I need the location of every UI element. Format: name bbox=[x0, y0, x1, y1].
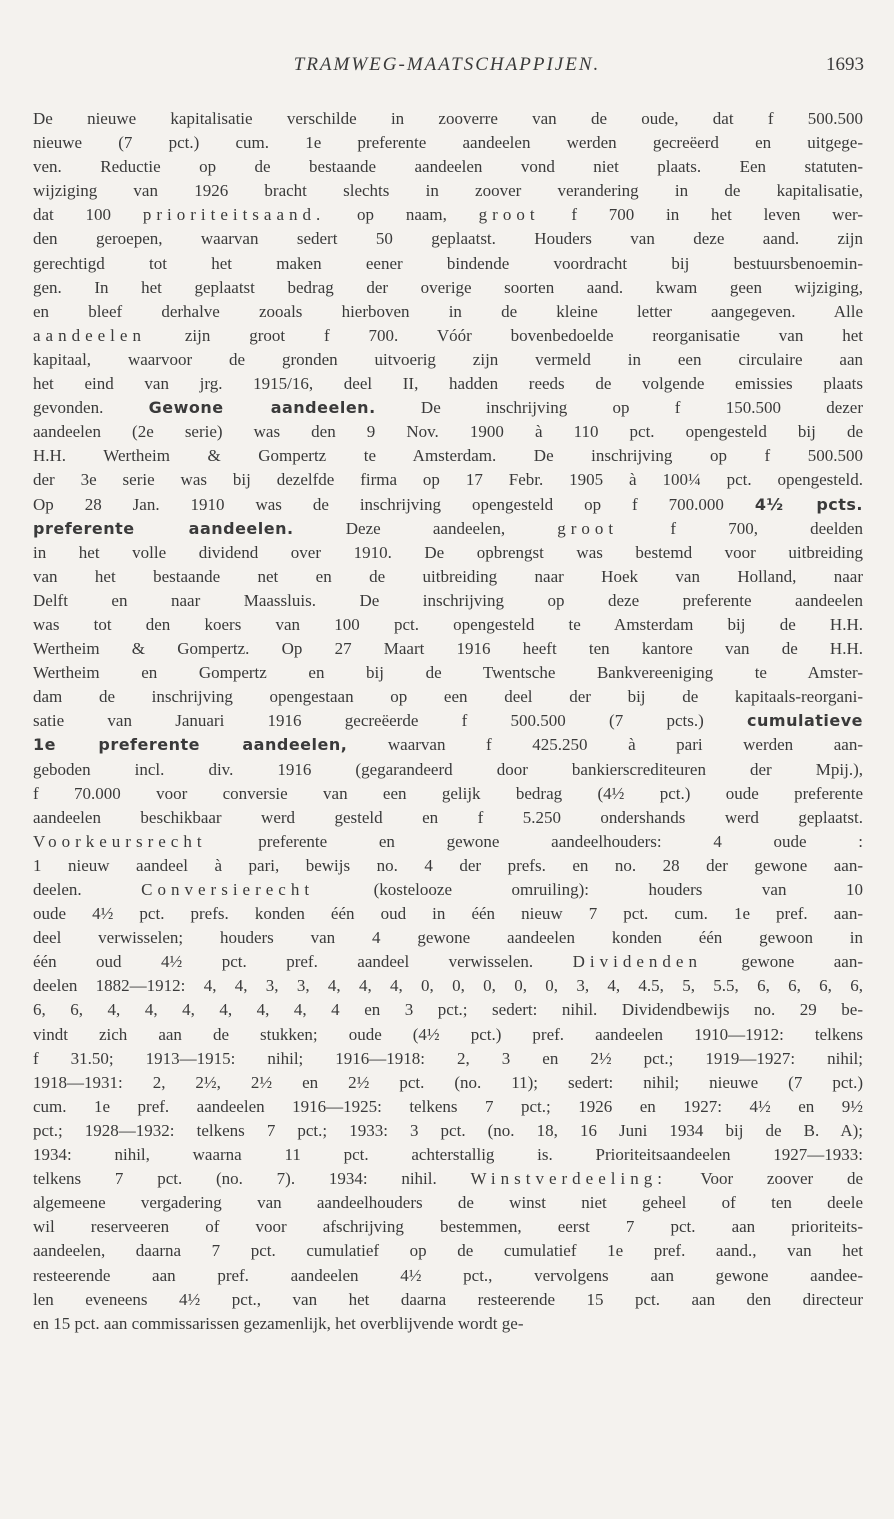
text-line bbox=[33, 1215, 863, 1239]
text-span: Wertheim & Gompertz. Op 27 Maart 1916 heeft ten kantore van de H.H. bbox=[33, 639, 863, 659]
text-span: op naam, bbox=[325, 205, 479, 225]
text-span: deelen. bbox=[33, 880, 142, 899]
text-span: dat 100 bbox=[33, 205, 143, 225]
page-number: 1693 bbox=[826, 54, 864, 75]
text-span: Delft en naar Maassluis. De inschrijving op deze preferente aandeelen bbox=[33, 590, 863, 610]
text-line bbox=[33, 1191, 863, 1215]
spaced-text: Winstverdeeling: bbox=[470, 1169, 667, 1189]
text-line bbox=[33, 420, 863, 444]
text-line bbox=[33, 1023, 863, 1047]
text-span: vindt zich aan de stukken; oude (4½ pct.) pref. aandeelen 1910—1912: telkens bbox=[33, 1024, 863, 1044]
text-span: ven. Reductie op de bestaande aandeelen vond niet plaats. Een statuten- bbox=[33, 157, 863, 177]
text-line bbox=[33, 878, 863, 902]
text-span: deelen 1882—1912: 4, 4, 3, 3, 4, 4, 4, 0, 0, 0, 0, 0, 3, 4, 4.5, 5, 5.5, 6, 6, 6, 6, bbox=[33, 976, 863, 996]
heading-text: cumulatieve bbox=[747, 711, 863, 731]
text-line bbox=[33, 685, 863, 709]
text-span: gen. In het geplaatst bedrag der overige soorten aand. kwam geen wijziging, bbox=[33, 277, 863, 297]
text-span: nieuwe (7 pct.) cum. 1e preferente aandeelen werden gecreëerd en uitgege- bbox=[33, 133, 863, 153]
text-span: der 3e serie was bij dezelfde firma op 17 Febr. 1905 à 100¼ pct. opengesteld. bbox=[33, 470, 863, 490]
text-span: gerechtigd tot het maken eener bindende voordracht bij bestuursbenoemin- bbox=[33, 253, 863, 273]
text-line bbox=[33, 613, 863, 637]
text-line bbox=[33, 806, 863, 830]
text-line bbox=[33, 709, 863, 733]
text-line bbox=[33, 926, 863, 950]
text-line bbox=[33, 637, 863, 661]
text-span: (kostelooze omruiling): houders van 10 bbox=[314, 880, 864, 899]
text-span: 1 nieuw aandeel à pari, bewijs no. 4 der prefs. en no. 28 der gewone aan- bbox=[33, 855, 863, 875]
text-span: 1934: nihil, waarna 11 pct. achterstallig is. Prioriteitsaandeelen 1927—1933: bbox=[33, 1145, 863, 1165]
spaced-text: Dividenden bbox=[572, 952, 702, 972]
text-span: en bleef derhalve zooals hierboven in de kleine letter aangegeven. Alle bbox=[33, 301, 863, 321]
text-span: preferente en gewone aandeelhouders: 4 oude : bbox=[206, 831, 863, 851]
text-span: De inschrijving op f 150.500 dezer bbox=[375, 398, 864, 418]
text-line bbox=[33, 1239, 863, 1263]
text-line bbox=[33, 252, 863, 276]
text-line bbox=[33, 661, 863, 685]
page-header bbox=[0, 54, 894, 84]
running-title: TRAMWEG-MAATSCHAPPIJEN. bbox=[293, 54, 601, 75]
text-line bbox=[33, 830, 863, 854]
text-span: aandeelen (2e serie) was den 9 Nov. 1900 à 110 pct. opengesteld bij de bbox=[33, 422, 863, 442]
text-line bbox=[33, 203, 863, 227]
text-span: Deze aandeelen, bbox=[293, 518, 558, 538]
text-line bbox=[33, 854, 863, 878]
text-line bbox=[33, 1119, 863, 1143]
text-span: resteerende aan pref. aandeelen 4½ pct., vervolgens aan gewone aandee- bbox=[33, 1265, 863, 1285]
text-span: deel verwisselen; houders van 4 gewone aandeelen konden één gewoon in bbox=[33, 928, 863, 948]
text-line bbox=[33, 396, 863, 420]
text-line bbox=[33, 468, 863, 492]
text-line bbox=[33, 565, 863, 589]
text-line bbox=[33, 372, 863, 396]
text-span: pct.; 1928—1932: telkens 7 pct.; 1933: 3 pct. (no. 18, 16 Juni 1934 bij de B. A); bbox=[33, 1120, 863, 1140]
text-line bbox=[33, 493, 863, 517]
text-span: kapitaal, waarvoor de gronden uitvoerig zijn vermeld in een circulaire aan bbox=[33, 349, 863, 369]
text-span: in het volle dividend over 1910. De opbrengst was bestemd voor uitbreiding bbox=[33, 542, 863, 562]
text-span: f 31.50; 1913—1915: nihil; 1916—1918: 2, 3 en 2½ pct.; 1919—1927: nihil; bbox=[33, 1048, 863, 1068]
text-span: algemeene vergadering van aandeelhouders de winst niet geheel of ten deele bbox=[33, 1193, 863, 1213]
text-line bbox=[33, 324, 863, 348]
text-line bbox=[33, 950, 863, 974]
text-line bbox=[33, 1047, 863, 1071]
text-span: cum. 1e pref. aandeelen 1916—1925: telkens 7 pct.; 1926 en 1927: 4½ en 9½ bbox=[33, 1096, 863, 1116]
spaced-text: groot bbox=[557, 518, 619, 538]
text-span: len eveneens 4½ pct., van het daarna resteerende 15 pct. aan den directeur bbox=[33, 1289, 863, 1309]
spaced-text: prioriteitsaand. bbox=[142, 205, 326, 225]
text-span: satie van Januari 1916 gecreëerde f 500.500 (7 pcts.) bbox=[33, 711, 748, 731]
text-span: oude 4½ pct. prefs. konden één oud in één nieuw 7 pct. cum. 1e pref. aan- bbox=[33, 904, 863, 924]
text-span: waarvan f 425.250 à pari werden aan- bbox=[347, 735, 863, 755]
text-line bbox=[33, 733, 863, 757]
text-line bbox=[33, 227, 863, 251]
text-span: 1918—1931: 2, 2½, 2½ en 2½ pct. (no. 11); sedert: nihil; nieuwe (7 pct.) bbox=[33, 1072, 863, 1092]
heading-text: preferente aandeelen. bbox=[33, 518, 294, 538]
text-line bbox=[33, 782, 863, 806]
text-span: f 700 in het leven wer- bbox=[539, 205, 863, 225]
text-span: Wertheim en Gompertz en bij de Twentsche Bankvereeniging te Amster- bbox=[33, 663, 863, 683]
text-line bbox=[33, 1071, 863, 1095]
text-line bbox=[33, 974, 863, 998]
text-span: H.H. Wertheim & Gompertz te Amsterdam. De inschrijving op f 500.500 bbox=[33, 446, 863, 466]
text-span: De nieuwe kapitalisatie verschilde in zooverre van de oude, dat f 500.500 bbox=[33, 109, 863, 128]
text-span: aandeelen, daarna 7 pct. cumulatief op de cumulatief 1e pref. aand., van het bbox=[33, 1241, 863, 1261]
text-line bbox=[33, 589, 863, 613]
text-line bbox=[33, 1143, 863, 1167]
heading-text: 1e preferente aandeelen, bbox=[33, 735, 348, 755]
text-span: zijn groot f 700. Vóór bovenbedoelde reorganisatie van het bbox=[145, 325, 863, 345]
heading-text: 4½ pcts. bbox=[754, 494, 864, 514]
text-line bbox=[33, 1095, 863, 1119]
text-line bbox=[33, 155, 863, 179]
text-span: den geroepen, waarvan sedert 50 geplaatst. Houders van deze aand. zijn bbox=[33, 229, 863, 249]
text-line bbox=[33, 444, 863, 468]
text-line bbox=[33, 1312, 863, 1336]
spaced-text: groot bbox=[478, 205, 540, 225]
text-line bbox=[33, 276, 863, 300]
spaced-text: Voorkeursrecht bbox=[33, 831, 207, 851]
text-line bbox=[33, 541, 863, 565]
text-span: één oud 4½ pct. pref. aandeel verwisselen. bbox=[33, 952, 573, 972]
text-line bbox=[33, 1288, 863, 1312]
text-line bbox=[33, 1264, 863, 1288]
text-line bbox=[33, 517, 863, 541]
text-line bbox=[33, 998, 863, 1022]
text-span: gewone aan- bbox=[701, 952, 863, 972]
text-span: het eind van jrg. 1915/16, deel II, hadden reeds de volgende emissies plaats bbox=[33, 374, 863, 394]
text-line bbox=[33, 1167, 863, 1191]
text-span: van het bestaande net en de uitbreiding naar Hoek van Holland, naar bbox=[33, 566, 863, 586]
text-line bbox=[33, 107, 863, 131]
text-span: Op 28 Jan. 1910 was de inschrijving opengesteld op f 700.000 bbox=[33, 494, 755, 514]
text-line bbox=[33, 300, 863, 324]
text-span: f 70.000 voor conversie van een gelijk bedrag (4½ pct.) oude preferente bbox=[33, 783, 863, 803]
text-line bbox=[33, 348, 863, 372]
body-text bbox=[33, 107, 863, 1336]
text-span: was tot den koers van 100 pct. opengesteld te Amsterdam bij de H.H. bbox=[33, 614, 863, 634]
text-span: geboden incl. div. 1916 (gegarandeerd door bankierscrediteuren der Mpij.), bbox=[33, 759, 863, 779]
text-span: aandeelen beschikbaar werd gesteld en f 5.250 ondershands werd geplaatst. bbox=[33, 807, 863, 827]
text-span: dam de inschrijving opengestaan op een deel der bij de kapitaals-reorgani- bbox=[33, 687, 863, 707]
text-span: en 15 pct. aan commissarissen gezamenlijk, het overblijvende wordt ge- bbox=[33, 1313, 524, 1333]
text-span: 6, 6, 4, 4, 4, 4, 4, 4, 4 en 3 pct.; sedert: nihil. Dividendbewijs no. 29 be- bbox=[33, 1000, 863, 1020]
text-line bbox=[33, 131, 863, 155]
text-line bbox=[33, 179, 863, 203]
text-line bbox=[33, 902, 863, 926]
text-span: wil reserveeren of voor afschrijving bestemmen, eerst 7 pct. aan prioriteits- bbox=[33, 1217, 863, 1237]
spaced-text: Conversierecht bbox=[141, 880, 315, 899]
text-span: telkens 7 pct. (no. 7). 1934: nihil. bbox=[33, 1169, 471, 1189]
text-line bbox=[33, 758, 863, 782]
heading-text: Gewone aandeelen. bbox=[148, 398, 376, 418]
text-span: wijziging van 1926 bracht slechts in zoover verandering in de kapitalisatie, bbox=[33, 181, 863, 201]
text-span: gevonden. bbox=[33, 398, 149, 418]
text-span: f 700, deelden bbox=[618, 518, 863, 538]
spaced-text: aandeelen bbox=[33, 325, 146, 345]
text-span: Voor zoover de bbox=[666, 1169, 863, 1189]
